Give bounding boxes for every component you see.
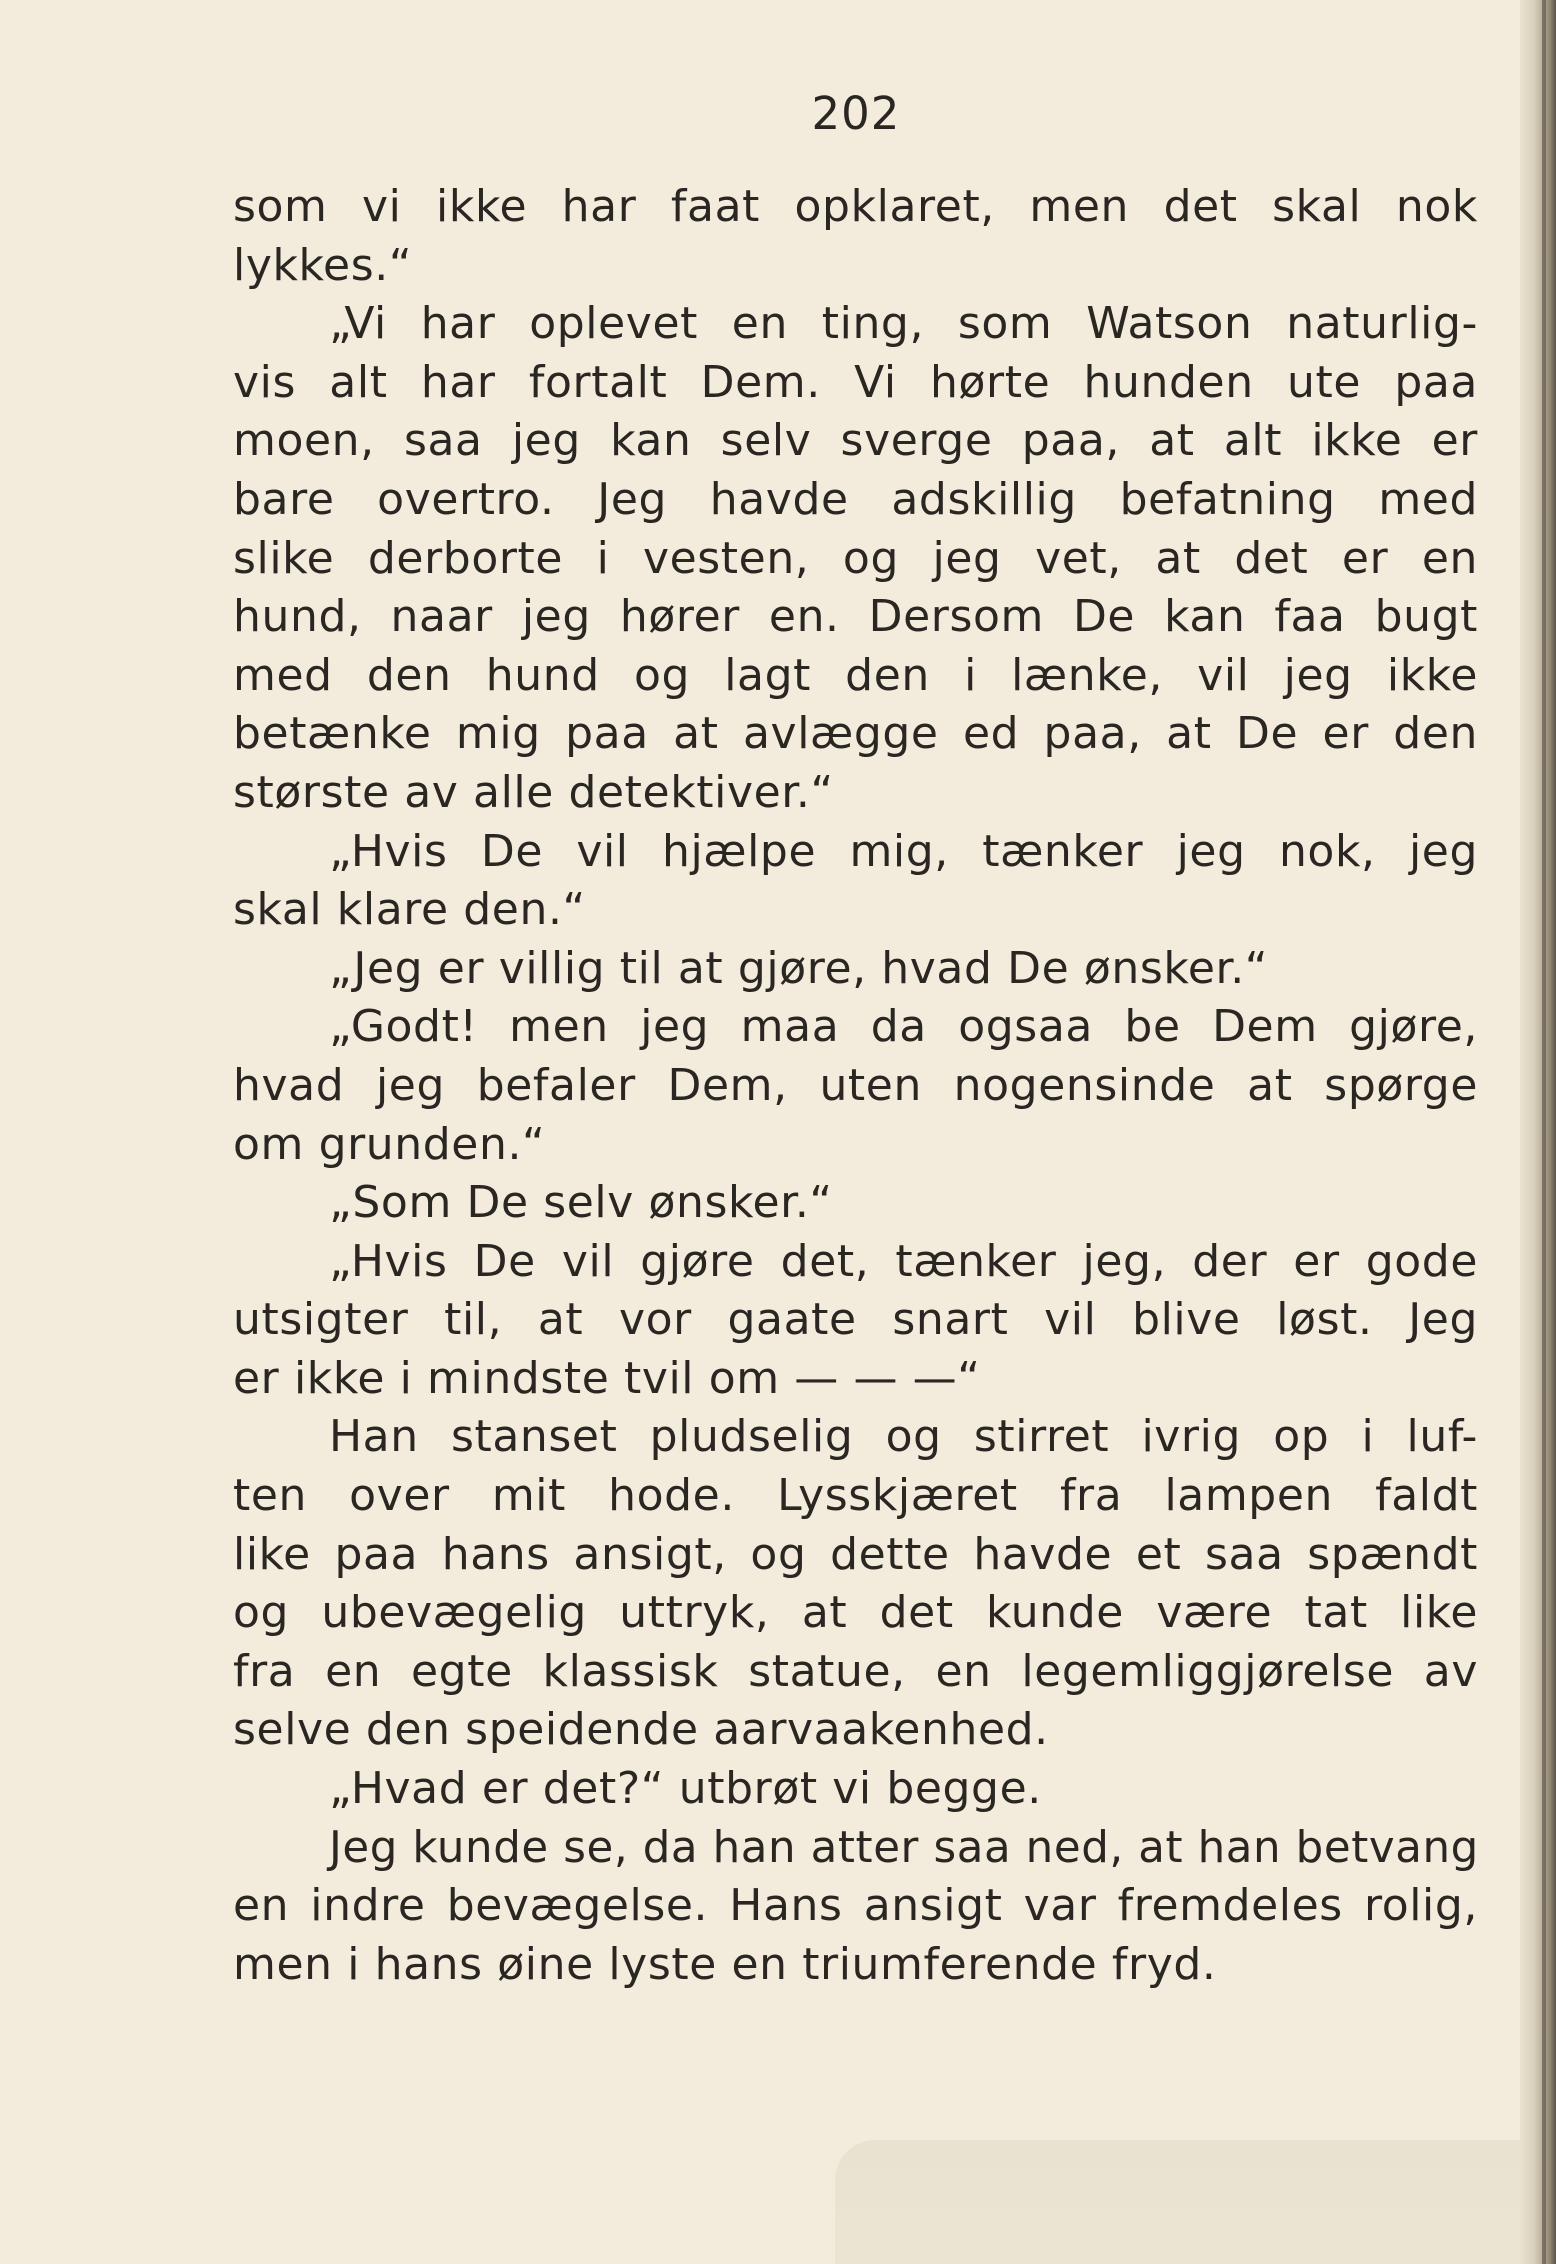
- text-line: betænke mig paa at avlægge ed paa, at De er den: [233, 708, 1478, 760]
- text-line: men i hans øine lyste en triumferende fryd.: [233, 1938, 1217, 1990]
- text-line: lykkes.“: [233, 239, 413, 291]
- text-line: med den hund og lagt den i lænke, vil jeg ikke: [233, 649, 1478, 701]
- text-line: „Hvis De vil gjøre det, tænker jeg, der er gode: [329, 1235, 1478, 1287]
- text-line: „Vi har oplevet en ting, som Watson naturlig-: [329, 298, 1478, 350]
- text-line: „Som De selv ønsker.“: [329, 1177, 833, 1229]
- text-line: „Godt! men jeg maa da ogsaa be Dem gjøre,: [329, 1001, 1478, 1053]
- text-line: „Jeg er villig til at gjøre, hvad De ønsker.“: [329, 942, 1269, 994]
- text-line: skal klare den.“: [233, 884, 586, 936]
- text-line: Jeg kunde se, da han atter saa ned, at han betvang: [329, 1822, 1479, 1873]
- text-line: om grunden.“: [233, 1118, 546, 1170]
- text-line: er ikke i mindste tvil om — — —“: [233, 1352, 981, 1404]
- text-line: bare overtro. Jeg havde adskillig befatning med: [233, 473, 1478, 525]
- text-line: ten over mit hode. Lysskjæret fra lampen faldt: [233, 1470, 1478, 1522]
- text-line: „Hvad er det?“ utbrøt vi begge.: [329, 1763, 1042, 1815]
- text-line: fra en egte klassisk statue, en legemliggjørelse av: [233, 1645, 1478, 1697]
- text-line: vis alt har fortalt Dem. Vi hørte hunden ute paa: [233, 356, 1478, 408]
- page-edge: [1520, 0, 1556, 2264]
- text-line: Han stanset pludselig og stirret ivrig op i luf-: [329, 1411, 1478, 1463]
- text-line: hund, naar jeg hører en. Dersom De kan faa bugt: [233, 591, 1478, 643]
- text-line: og ubevægelig uttryk, at det kunde være tat like: [233, 1587, 1478, 1639]
- page-edge-line: [1542, 0, 1546, 2264]
- page-number: 202: [811, 87, 901, 140]
- text-line: selve den speidende aarvaakenhed.: [233, 1704, 1049, 1756]
- text-line: hvad jeg befaler Dem, uten nogensinde at spørge: [233, 1059, 1478, 1111]
- text-line: like paa hans ansigt, og dette havde et saa spændt: [233, 1528, 1478, 1580]
- text-line: „Hvis De vil hjælpe mig, tænker jeg nok, jeg: [329, 825, 1478, 877]
- page-corner-shadow: [835, 2140, 1525, 2264]
- text-line: som vi ikke har faat opklaret, men det skal nok: [233, 181, 1478, 232]
- text-line: en indre bevægelse. Hans ansigt var fremdeles rolig,: [233, 1880, 1478, 1932]
- text-line: utsigter til, at vor gaate snart vil blive løst. Jeg: [233, 1294, 1478, 1346]
- text-line: moen, saa jeg kan selv sverge paa, at alt ikke er: [233, 415, 1478, 467]
- body-text: [233, 178, 1478, 1994]
- text-line: største av alle detektiver.“: [233, 766, 834, 818]
- text-line: slike derborte i vesten, og jeg vet, at det er en: [233, 532, 1478, 584]
